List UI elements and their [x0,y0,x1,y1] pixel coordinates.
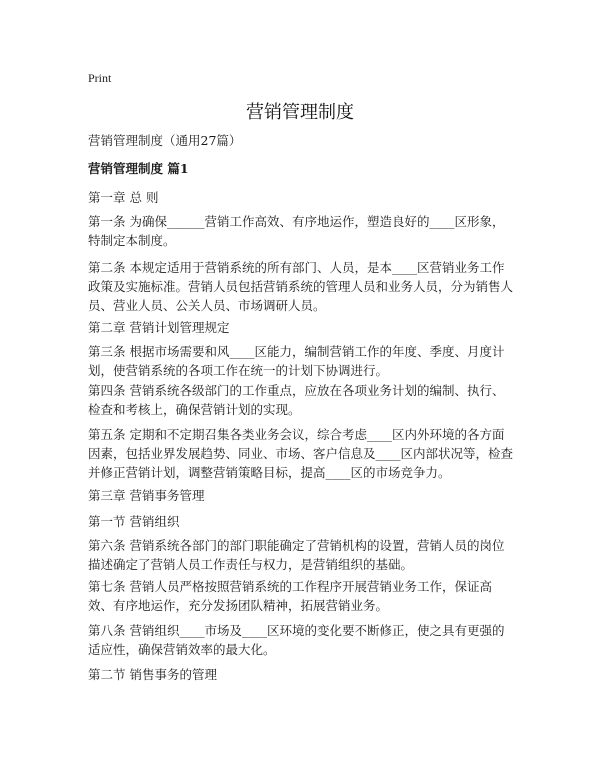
paragraph: 第六条 营销系统各部门的部门职能确定了营销机构的设置，营销人员的岗位描述确定了营销人员工作责任与权力，是营销组织的基础。 [88,538,505,572]
chapter-heading: 第二章 营销计划管理规定 [88,320,230,335]
paragraph: 第二条 本规定适用于营销系统的所有部门、人员，是本____区营销业务工作政策及实施标准。营销人员包括营销系统的管理人员和业务人员，分为销售人员、营业人员、公关人员、市场调研人员。 [88,260,514,313]
paragraph: 第一条 为确保______营销工作高效、有序地运作，塑造良好的____区形象，特制定本制度。 [88,214,505,248]
page-title: 营销管理制度 [246,102,354,123]
print-link[interactable]: Print [88,71,112,85]
paragraph: 第三条 根据市场需要和风____区能力，编制营销工作的年度、季度、月度计划，使营销系统的各项工作在统一的计划下协调进行。 [88,344,505,378]
section-heading: 营销管理制度 篇1 [88,161,189,176]
paragraph: 第四条 营销系统各级部门的工作重点，应放在各项业务计划的编制、执行、检查和考核上，确保营销计划的实现。 [88,383,505,417]
paragraph: 第七条 营销人员严格按照营销系统的工作程序开展营销业务工作，保证高效、有序地运作，充分发扬团队精神，拓展营销业务。 [88,579,492,613]
chapter-heading: 第三章 营销事务管理 [88,488,205,503]
document-subtitle: 营销管理制度（通用27篇） [88,133,242,148]
paragraph: 第五条 定期和不定期召集各类业务会议，综合考虑____区内外环境的各方面因素，包括业界发展趋势、同业、市场、客户信息及____区内部状况等，检查并修正营销计划，调整营销策略目标，提高____区的市场竞争力。 [88,427,514,480]
section-subheading: 第一节 营销组织 [88,514,180,529]
chapter-heading: 第一章 总 则 [88,190,159,205]
section-subheading: 第二节 销售事务的管理 [88,667,217,682]
paragraph: 第八条 营销组织____市场及____区环境的变化要不断修正，使之具有更强的适应性，确保营销效率的最大化。 [88,623,505,657]
